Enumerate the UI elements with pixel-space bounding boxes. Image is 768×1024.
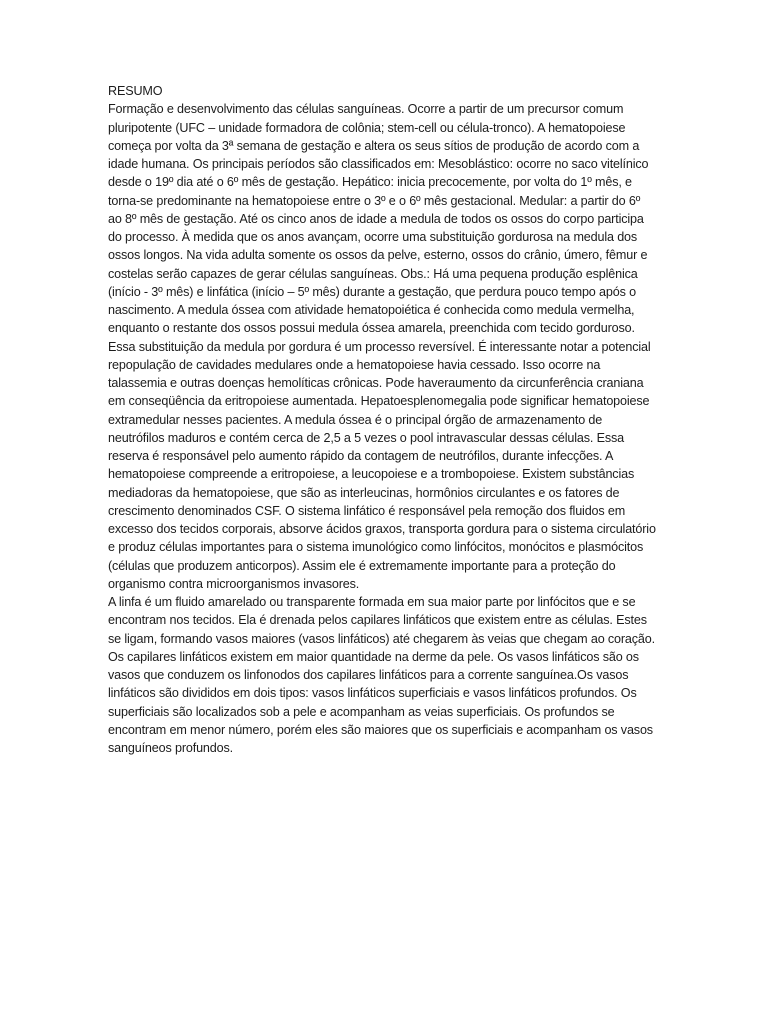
document-title: RESUMO [108,84,163,98]
document-page [108,82,656,757]
paragraph-hematopoiese: Formação e desenvolvimento das células sanguíneas. Ocorre a partir de um precursor comum pluripotente (UFC – unidade formadora de colônia; stem-cell ou célula-tronco). A hematopoiese começa por volta da 3ª semana de gestação e altera os seus sítios de produção de acordo com a idade humana. Os principais períodos são classificados em: Mesoblástico: ocorre no saco vitelínico desde o 19º dia até o 6º mês de gestação. Hepático: inicia precocemente, por volta do 1º mês, e torna-se predominante na hematopoiese entre o 3º e o 6º mês gestacional. Medular: a partir do 6º ao 8º mês de gestação. Até os cinco anos de idade a medula de todos os ossos do corpo participa do processo. À medida que os anos avançam, ocorre uma substituição gordurosa na medula dos ossos longos. Na vida adulta somente os ossos da pelve, esterno, ossos do crânio, úmero, fêmur e costelas serão capazes de gerar células sanguíneas. Obs.: Há uma pequena produção esplênica (início - 3º mês) e linfática (início – 5º mês) durante a gestação, que perdura pouco tempo após o nascimento. A medula óssea com atividade hematopoiética é conhecida como medula vermelha, enquanto o restante dos ossos possui medula óssea amarela, preenchida com tecido gorduroso. Essa substituição da medula por gordura é um processo reversível. É interessante notar a potencial repopulação de cavidades medulares onde a hematopoiese havia cessado. Isso ocorre na talassemia e outras doenças hemolíticas crônicas. Pode haveraumento da circunferência craniana em conseqüência da eritropoiese aumentada. Hepatoesplenomegalia pode significar hematopoiese extramedular nesses pacientes. A medula óssea é o principal órgão de armazenamento de neutrófilos maduros e contém cerca de 2,5 a 5 vezes o pool intravascular dessas células. Essa reserva é responsável pelo aumento rápido da contagem de neutrófilos, durante infecções. A hematopoiese compreende a eritropoiese, a leucopoiese e a trombopoiese. Existem substâncias mediadoras da hematopoiese, que são as interleucinas, hormônios circulantes e os fatores de crescimento denominados CSF. O sistema linfático é responsável pela remoção dos fluidos em excesso dos tecidos corporais, absorve ácidos graxos, transporta gordura para o sistema circulatório e produz células importantes para o sistema imunológico como linfócitos, monócitos e plasmócitos (células que produzem anticorpos). Assim ele é extremamente importante para a proteção do organismo contra microorganismos invasores. [108,102,656,591]
paragraph-linfa: A linfa é um fluido amarelado ou transparente formada em sua maior parte por linfócitos que e se encontram nos tecidos. Ela é drenada pelos capilares linfáticos que existem entre as células. Estes se ligam, formando vasos maiores (vasos linfáticos) até chegarem às veias que chegam ao coração. Os capilares linfáticos existem em maior quantidade na derme da pele. Os vasos linfáticos são os vasos que conduzem os linfonodos dos capilares linfáticos para a corrente sanguínea.Os vasos linfáticos são divididos em dois tipos: vasos linfáticos superficiais e vasos linfáticos profundos. Os superficiais são localizados sob a pele e acompanham as veias superficiais. Os profundos se encontram em menor número, porém eles são maiores que os superficiais e acompanham os vasos sanguíneos profundos. [108,595,655,755]
